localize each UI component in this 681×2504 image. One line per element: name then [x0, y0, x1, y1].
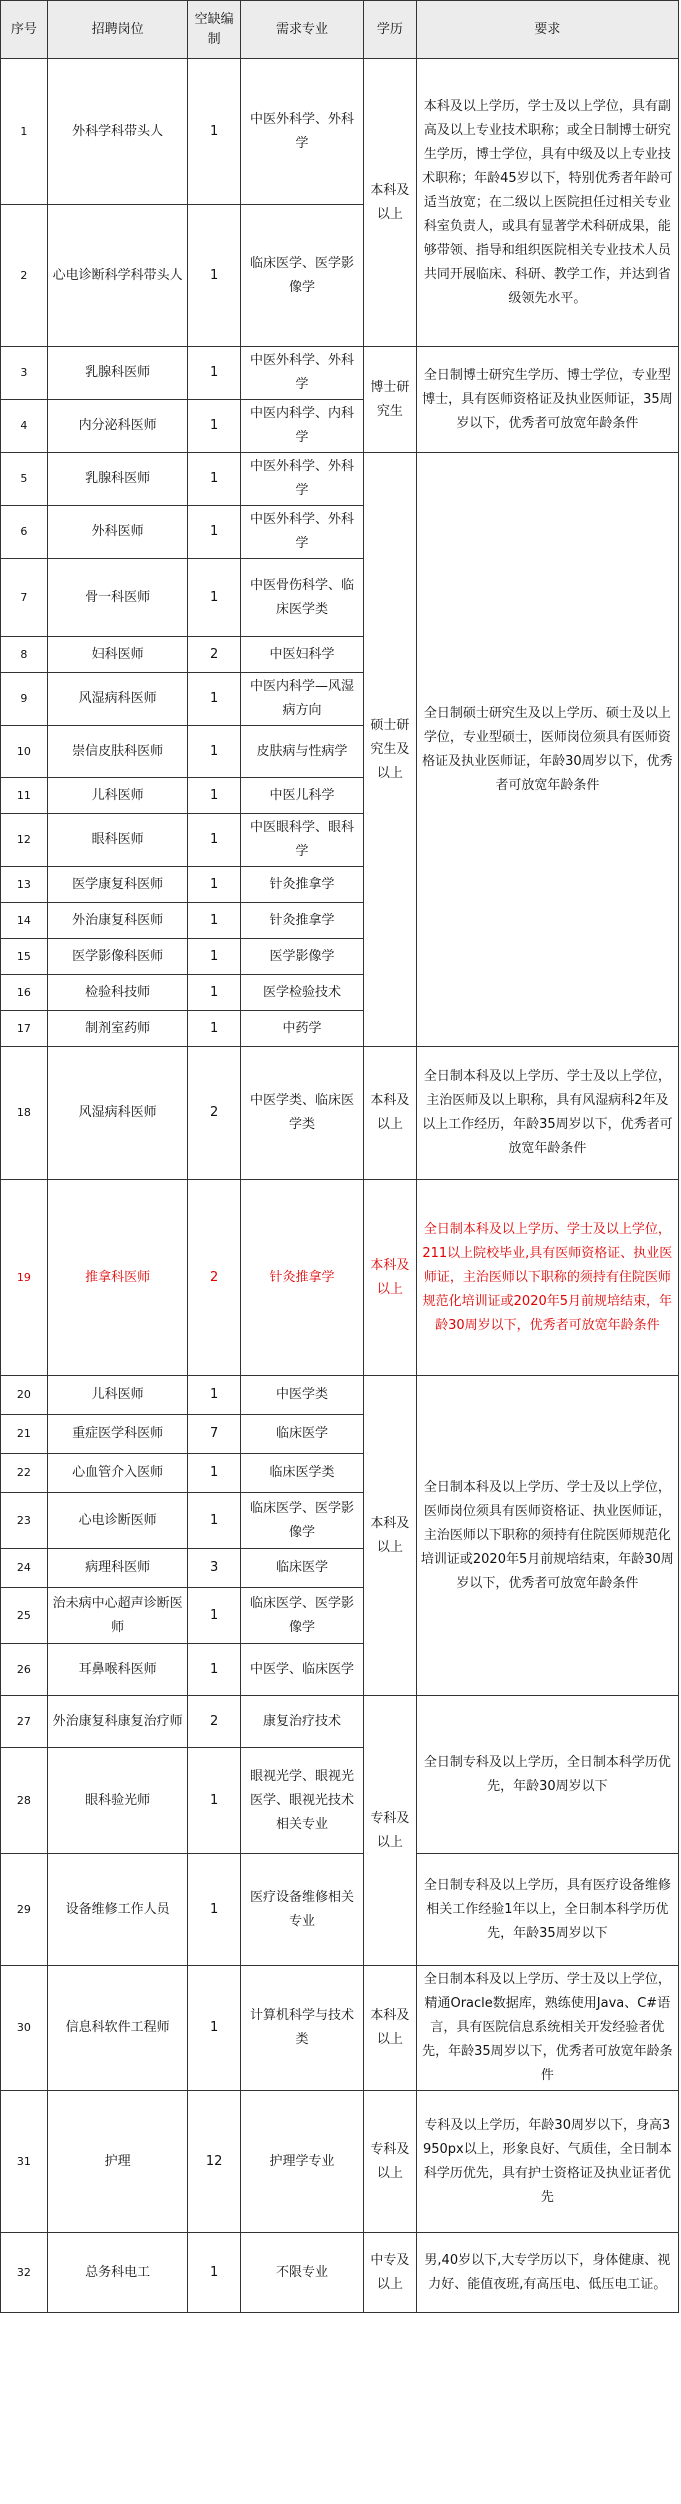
row-quota: 1 [188, 975, 241, 1011]
row-quota: 1 [188, 506, 241, 559]
row-no: 24 [1, 1549, 48, 1588]
group-req: 全日制本科及以上学历、学士及以上学位，211以上院校毕业,具有医师资格证、执业医师证，主治医师以下职称的须持有住院医师规范化培训证或2020年5月前规培结束，年龄30周岁以下，优秀者可放宽年龄条件 [416, 1180, 678, 1376]
row-no: 22 [1, 1454, 48, 1493]
group-req: 全日制博士研究生学历、博士学位，专业型博士，具有医师资格证及执业医师证，35周岁以下，优秀者可放宽年龄条件 [416, 347, 678, 453]
row-position: 耳鼻喉科医师 [47, 1644, 188, 1696]
row-position: 外科医师 [47, 506, 188, 559]
row-position: 治未病中心超声诊断医师 [47, 1588, 188, 1644]
group-edu: 博士研究生 [363, 347, 416, 453]
row-position: 眼科验光师 [47, 1748, 188, 1854]
row-no: 26 [1, 1644, 48, 1696]
row-quota: 1 [188, 939, 241, 975]
table-row [1, 1966, 679, 2091]
group-edu: 本科及以上 [363, 1376, 416, 1696]
row-major: 中医外科学、外科学 [241, 59, 364, 205]
row-position: 骨一科医师 [47, 559, 188, 637]
row-position: 外科学科带头人 [47, 59, 188, 205]
row-quota: 1 [188, 2233, 241, 2313]
row-no: 23 [1, 1493, 48, 1549]
group-edu: 本科及以上 [363, 1047, 416, 1180]
row-quota: 1 [188, 205, 241, 347]
row-position: 乳腺科医师 [47, 453, 188, 506]
row-quota: 1 [188, 1644, 241, 1696]
row-position: 风湿病科医师 [47, 673, 188, 726]
group-edu: 本科及以上 [363, 59, 416, 347]
row-major: 中医儿科学 [241, 778, 364, 814]
row-no: 9 [1, 673, 48, 726]
row-position: 护理 [47, 2091, 188, 2233]
row-major: 临床医学、医学影像学 [241, 1493, 364, 1549]
row-no: 28 [1, 1748, 48, 1854]
row-quota: 1 [188, 726, 241, 778]
row-quota: 3 [188, 1549, 241, 1588]
row-position: 医学康复科医师 [47, 867, 188, 903]
row-quota: 1 [188, 1854, 241, 1966]
row-position: 外治康复科康复治疗师 [47, 1696, 188, 1748]
row-no: 4 [1, 400, 48, 453]
group-edu: 专科及以上 [363, 1696, 416, 1966]
row-position: 设备维修工作人员 [47, 1854, 188, 1966]
row-no: 3 [1, 347, 48, 400]
row-position: 儿科医师 [47, 778, 188, 814]
table-row [1, 453, 679, 506]
header-major: 需求专业 [241, 1, 364, 59]
row-quota: 2 [188, 1696, 241, 1748]
row-quota: 1 [188, 453, 241, 506]
row-quota: 7 [188, 1415, 241, 1454]
header-no: 序号 [1, 1, 48, 59]
row-no: 21 [1, 1415, 48, 1454]
row-position: 乳腺科医师 [47, 347, 188, 400]
table-row [1, 347, 679, 400]
row-quota: 1 [188, 1454, 241, 1493]
row-major: 中医骨伤科学、临床医学类 [241, 559, 364, 637]
row-position: 重症医学科医师 [47, 1415, 188, 1454]
row-major: 不限专业 [241, 2233, 364, 2313]
row-major: 医学影像学 [241, 939, 364, 975]
row-major: 中医外科学、外科学 [241, 453, 364, 506]
row-no: 7 [1, 559, 48, 637]
row-quota: 1 [188, 814, 241, 867]
group-edu: 本科及以上 [363, 1966, 416, 2091]
row-position: 检验科技师 [47, 975, 188, 1011]
table-row [1, 59, 679, 205]
row-position: 病理科医师 [47, 1549, 188, 1588]
row-no: 14 [1, 903, 48, 939]
table-row [1, 1376, 679, 1415]
row-no: 16 [1, 975, 48, 1011]
row-major: 中药学 [241, 1011, 364, 1047]
row-no: 19 [1, 1180, 48, 1376]
row-major: 中医内科学—风湿病方向 [241, 673, 364, 726]
row-major: 中医外科学、外科学 [241, 347, 364, 400]
row-quota: 1 [188, 400, 241, 453]
row-quota: 2 [188, 637, 241, 673]
row-quota: 2 [188, 1180, 241, 1376]
row-quota: 1 [188, 1966, 241, 2091]
row-quota: 1 [188, 673, 241, 726]
row-major: 中医内科学、内科学 [241, 400, 364, 453]
row-major: 临床医学类 [241, 1454, 364, 1493]
table-row-highlighted [1, 1180, 679, 1376]
row-quota: 1 [188, 1376, 241, 1415]
row-major: 康复治疗技术 [241, 1696, 364, 1748]
row-no: 32 [1, 2233, 48, 2313]
row-quota: 1 [188, 1748, 241, 1854]
group-req: 专科及以上学历，年龄30周岁以下，身高3950px以上，形象良好、气质佳，全日制本科学历优先，具有护士资格证及执业证者优先 [416, 2091, 678, 2233]
row-no: 27 [1, 1696, 48, 1748]
row-no: 30 [1, 1966, 48, 2091]
row-major: 临床医学 [241, 1549, 364, 1588]
row-major: 医疗设备维修相关专业 [241, 1854, 364, 1966]
row-no: 2 [1, 205, 48, 347]
row-quota: 2 [188, 1047, 241, 1180]
row-no: 31 [1, 2091, 48, 2233]
table-header-row [1, 1, 679, 59]
row-quota: 1 [188, 867, 241, 903]
row-quota: 1 [188, 1588, 241, 1644]
row-position: 医学影像科医师 [47, 939, 188, 975]
row-quota: 1 [188, 778, 241, 814]
row-major: 针灸推拿学 [241, 903, 364, 939]
row-no: 25 [1, 1588, 48, 1644]
row-position: 崇信皮肤科医师 [47, 726, 188, 778]
row-major: 护理学专业 [241, 2091, 364, 2233]
row-position: 总务科电工 [47, 2233, 188, 2313]
row-position: 儿科医师 [47, 1376, 188, 1415]
row-quota: 1 [188, 347, 241, 400]
row-no: 13 [1, 867, 48, 903]
row-major: 中医学类、临床医学类 [241, 1047, 364, 1180]
group-edu: 硕士研究生及以上 [363, 453, 416, 1047]
row-position: 推拿科医师 [47, 1180, 188, 1376]
row-major: 医学检验技术 [241, 975, 364, 1011]
row-major: 皮肤病与性病学 [241, 726, 364, 778]
row-position: 风湿病科医师 [47, 1047, 188, 1180]
row-position: 制剂室药师 [47, 1011, 188, 1047]
row-major: 中医妇科学 [241, 637, 364, 673]
row-no: 11 [1, 778, 48, 814]
row-major: 中医眼科学、眼科学 [241, 814, 364, 867]
row-position: 心血管介入医师 [47, 1454, 188, 1493]
row-quota: 1 [188, 59, 241, 205]
row-quota: 12 [188, 2091, 241, 2233]
row-no: 18 [1, 1047, 48, 1180]
row-major: 中医学类 [241, 1376, 364, 1415]
row-no: 29 [1, 1854, 48, 1966]
row-major: 临床医学、医学影像学 [241, 1588, 364, 1644]
table-row [1, 1854, 679, 1966]
row-position: 心电诊断科学科带头人 [47, 205, 188, 347]
row-major: 临床医学、医学影像学 [241, 205, 364, 347]
row-no: 12 [1, 814, 48, 867]
row-position: 内分泌科医师 [47, 400, 188, 453]
row-position: 外治康复科医师 [47, 903, 188, 939]
group-edu: 中专及以上 [363, 2233, 416, 2313]
row-position: 妇科医师 [47, 637, 188, 673]
row-no: 20 [1, 1376, 48, 1415]
group-req: 全日制专科及以上学历，具有医疗设备维修相关工作经验1年以上，全日制本科学历优先，年龄35周岁以下 [416, 1854, 678, 1966]
header-quota: 空缺编制 [188, 1, 241, 59]
row-position: 信息科软件工程师 [47, 1966, 188, 2091]
table-row [1, 2233, 679, 2313]
row-position: 心电诊断医师 [47, 1493, 188, 1549]
group-req: 全日制本科及以上学历、学士及以上学位，医师岗位须具有医师资格证、执业医师证，主治医师以下职称的须持有住院医师规范化培训证或2020年5月前规培结束，年龄30周岁以下，优秀者可放宽年龄条件 [416, 1376, 678, 1696]
group-req: 全日制本科及以上学历、学士及以上学位，精通Oracle数据库，熟练使用Java、C#语言，具有医院信息系统相关开发经验者优先，年龄35周岁以下，优秀者可放宽年龄条件 [416, 1966, 678, 2091]
row-no: 6 [1, 506, 48, 559]
group-req: 男,40岁以下,大专学历以下，身体健康、视力好、能值夜班,有高压电、低压电工证。 [416, 2233, 678, 2313]
group-req: 本科及以上学历，学士及以上学位，具有副高及以上专业技术职称；或全日制博士研究生学历，博士学位，具有中级及以上专业技术职称；年龄45岁以下，特别优秀者年龄可适当放宽；在二级以上医院担任过相关专业科室负责人，或具有显著学术科研成果，能够带领、指导和组织医院相关专业技术人员共同开展临床、科研、教学工作，并达到省级领先水平。 [416, 59, 678, 347]
table-row [1, 1047, 679, 1180]
header-edu: 学历 [363, 1, 416, 59]
row-major: 中医学、临床医学 [241, 1644, 364, 1696]
row-quota: 1 [188, 1011, 241, 1047]
group-edu: 专科及以上 [363, 2091, 416, 2233]
row-major: 针灸推拿学 [241, 867, 364, 903]
row-no: 8 [1, 637, 48, 673]
row-no: 17 [1, 1011, 48, 1047]
group-req: 全日制专科及以上学历，全日制本科学历优先，年龄30周岁以下 [416, 1696, 678, 1854]
row-position: 眼科医师 [47, 814, 188, 867]
row-no: 15 [1, 939, 48, 975]
row-no: 5 [1, 453, 48, 506]
row-quota: 1 [188, 903, 241, 939]
row-major: 计算机科学与技术类 [241, 1966, 364, 2091]
row-major: 临床医学 [241, 1415, 364, 1454]
row-major: 眼视光学、眼视光医学、眼视光技术相关专业 [241, 1748, 364, 1854]
row-major: 针灸推拿学 [241, 1180, 364, 1376]
row-no: 1 [1, 59, 48, 205]
header-position: 招聘岗位 [47, 1, 188, 59]
table-row [1, 1696, 679, 1748]
row-major: 中医外科学、外科学 [241, 506, 364, 559]
row-quota: 1 [188, 559, 241, 637]
header-req: 要求 [416, 1, 678, 59]
group-req: 全日制本科及以上学历、学士及以上学位，主治医师及以上职称，具有风湿病科2年及以上工作经历，年龄35周岁以下，优秀者可放宽年龄条件 [416, 1047, 678, 1180]
row-no: 10 [1, 726, 48, 778]
table-row [1, 2091, 679, 2233]
row-quota: 1 [188, 1493, 241, 1549]
group-edu: 本科及以上 [363, 1180, 416, 1376]
group-req: 全日制硕士研究生及以上学历、硕士及以上学位，专业型硕士，医师岗位须具有医师资格证及执业医师证，年龄30周岁以下，优秀者可放宽年龄条件 [416, 453, 678, 1047]
